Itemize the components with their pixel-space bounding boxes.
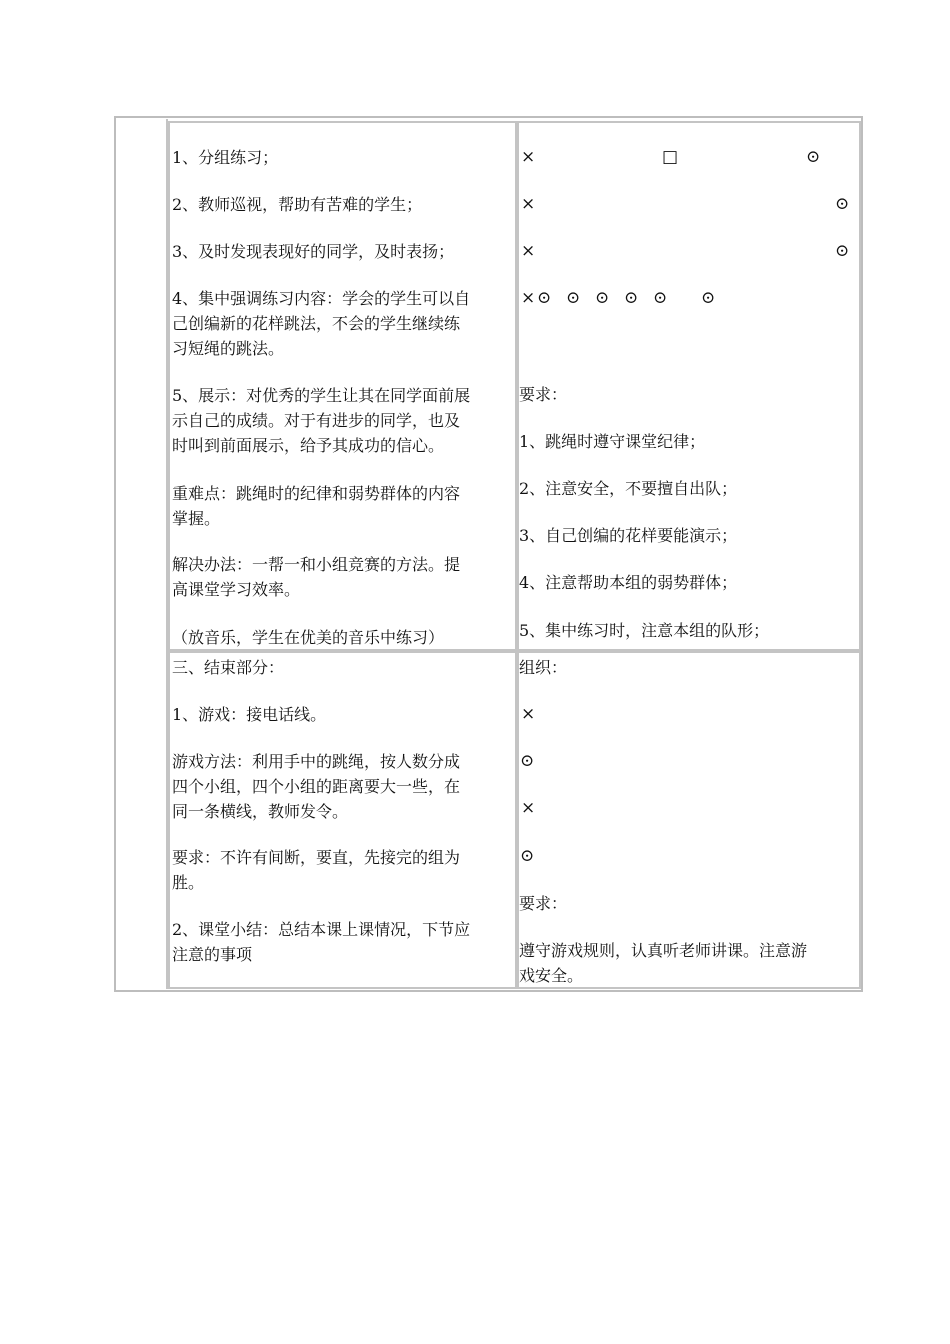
game-requirement-line-2: 胜。: [172, 873, 205, 892]
teacher-mark: ×: [521, 288, 536, 308]
solution-line-1: 解决办法：一帮一和小组竞赛的方法。提: [172, 555, 461, 574]
requirement-2: 2、注意安全，不要擅自出队；: [519, 479, 738, 498]
teacher-mark: ×: [521, 147, 536, 167]
student-mark: ⊙: [835, 241, 850, 261]
summary-line-2: 注意的事项: [172, 945, 253, 964]
step-4-line-1: 4、集中强调练习内容：学会的学生可以自: [172, 289, 471, 308]
student-mark: ⊙: [566, 288, 581, 308]
step-2: 2、教师巡视，帮助有苦难的学生；: [172, 195, 423, 214]
game-method-line-1: 游戏方法：利用手中的跳绳，按人数分成: [172, 752, 461, 771]
teacher-mark: ×: [521, 798, 536, 818]
game-method-line-2: 四个小组，四个小组的距离要大一些，在: [172, 777, 461, 796]
student-mark: ⊙: [595, 288, 610, 308]
student-mark: ⊙: [701, 288, 716, 308]
student-mark: ⊙: [624, 288, 639, 308]
ending-section-title: 三、结束部分：: [172, 658, 285, 677]
requirement-1: 1、跳绳时遵守课堂纪律；: [519, 432, 706, 451]
square-mark: □: [662, 147, 679, 167]
summary-line-1: 2、课堂小结：总结本课上课情况，下节应: [172, 920, 471, 939]
key-point-line-2: 掌握。: [172, 509, 221, 528]
step-5-line-1: 5、展示：对优秀的学生让其在同学面前展: [172, 386, 471, 405]
requirement-3: 3、自己创编的花样要能演示；: [519, 526, 738, 545]
ending-requirements-heading: 要求：: [519, 894, 568, 913]
requirements-heading: 要求：: [519, 385, 568, 404]
game-title: 1、游戏：接电话线。: [172, 705, 327, 724]
requirement-5: 5、集中练习时，注意本组的队形；: [519, 621, 770, 640]
game-requirement-line-1: 要求：不许有间断，要直，先接完的组为: [172, 848, 461, 867]
ending-rule-line-2: 戏安全。: [519, 966, 584, 985]
step-4-line-3: 习短绳的跳法。: [172, 339, 285, 358]
music-note: （放音乐，学生在优美的音乐中练习）: [172, 628, 445, 647]
student-mark: ⊙: [537, 288, 552, 308]
step-4-line-2: 己创编新的花样跳法，不会的学生继续练: [172, 314, 461, 333]
student-mark: ⊙: [520, 846, 535, 866]
step-3: 3、及时发现表现好的同学，及时表扬；: [172, 242, 455, 261]
student-mark: ⊙: [520, 751, 535, 771]
step-1: 1、分组练习；: [172, 148, 279, 167]
organization-heading: 组织：: [519, 658, 568, 677]
student-mark: ⊙: [806, 147, 821, 167]
solution-line-2: 高课堂学习效率。: [172, 580, 301, 599]
requirement-4: 4、注意帮助本组的弱势群体；: [519, 573, 738, 592]
ending-rule-line-1: 遵守游戏规则，认真听老师讲课。注意游: [519, 941, 808, 960]
key-point-line-1: 重难点：跳绳时的纪律和弱势群体的内容: [172, 484, 461, 503]
step-5-line-2: 示自己的成绩。对于有进步的同学，也及: [172, 411, 461, 430]
teacher-mark: ×: [521, 704, 536, 724]
table-first-column: [117, 119, 168, 989]
student-mark: ⊙: [653, 288, 668, 308]
student-mark: ⊙: [835, 194, 850, 214]
teacher-mark: ×: [521, 241, 536, 261]
step-5-line-3: 时叫到前面展示，给予其成功的信心。: [172, 436, 445, 455]
teacher-mark: ×: [521, 194, 536, 214]
game-method-line-3: 同一条横线，教师发令。: [172, 802, 349, 821]
